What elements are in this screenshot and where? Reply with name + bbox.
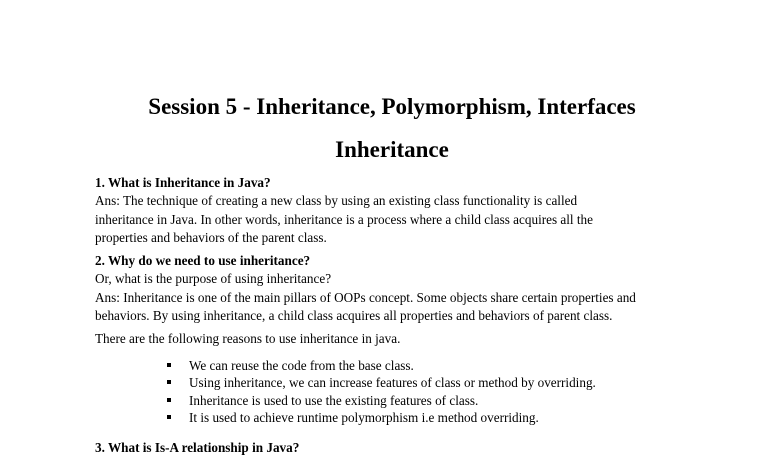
question-heading-partial: 3. What is Is-A relationship in Java? [95, 439, 300, 455]
question-block-1 [95, 174, 695, 247]
question-heading: 1. What is Inheritance in Java? [95, 175, 271, 190]
reasons-intro: There are the following reasons to use inheritance in java. [95, 331, 401, 347]
bullet-icon [167, 363, 171, 367]
answer-line: Or, what is the purpose of using inheritance? [95, 271, 332, 287]
list-item-text: Using inheritance, we can increase features of class or method by overriding. [189, 375, 596, 391]
answer-line: properties and behaviors of the parent class. [95, 229, 327, 245]
question-block-2 [95, 252, 695, 325]
bullet-icon [167, 380, 171, 384]
list-item [167, 392, 695, 410]
list-item-text: Inheritance is used to use the existing features of class. [189, 392, 479, 408]
list-item [167, 374, 695, 392]
question-heading: 2. Why do we need to use inheritance? [95, 253, 311, 269]
answer-line: behaviors. By using inheritance, a child class acquires all properties and behaviors of parent class. [95, 308, 613, 324]
answer-line: inheritance in Java. In other words, inheritance is a process where a child class acquires all the [95, 211, 594, 227]
list-item-text: We can reuse the code from the base class. [189, 357, 414, 373]
section-heading: Inheritance [335, 137, 449, 162]
answer-line: Ans: The technique of creating a new class by using an existing class functionality is called [95, 193, 578, 209]
page-title: Session 5 - Inheritance, Polymorphism, Interfaces [148, 94, 636, 119]
reasons-list [95, 357, 695, 427]
bullet-icon [167, 415, 171, 419]
list-item [167, 357, 695, 375]
list-item-text: It is used to achieve runtime polymorphism i.e method overriding. [189, 410, 539, 426]
answer-line: Ans: Inheritance is one of the main pillars of OOPs concept. Some objects share certain properties and [95, 289, 636, 305]
list-item [167, 409, 695, 427]
document-body [95, 174, 695, 457]
bullet-icon [167, 398, 171, 402]
